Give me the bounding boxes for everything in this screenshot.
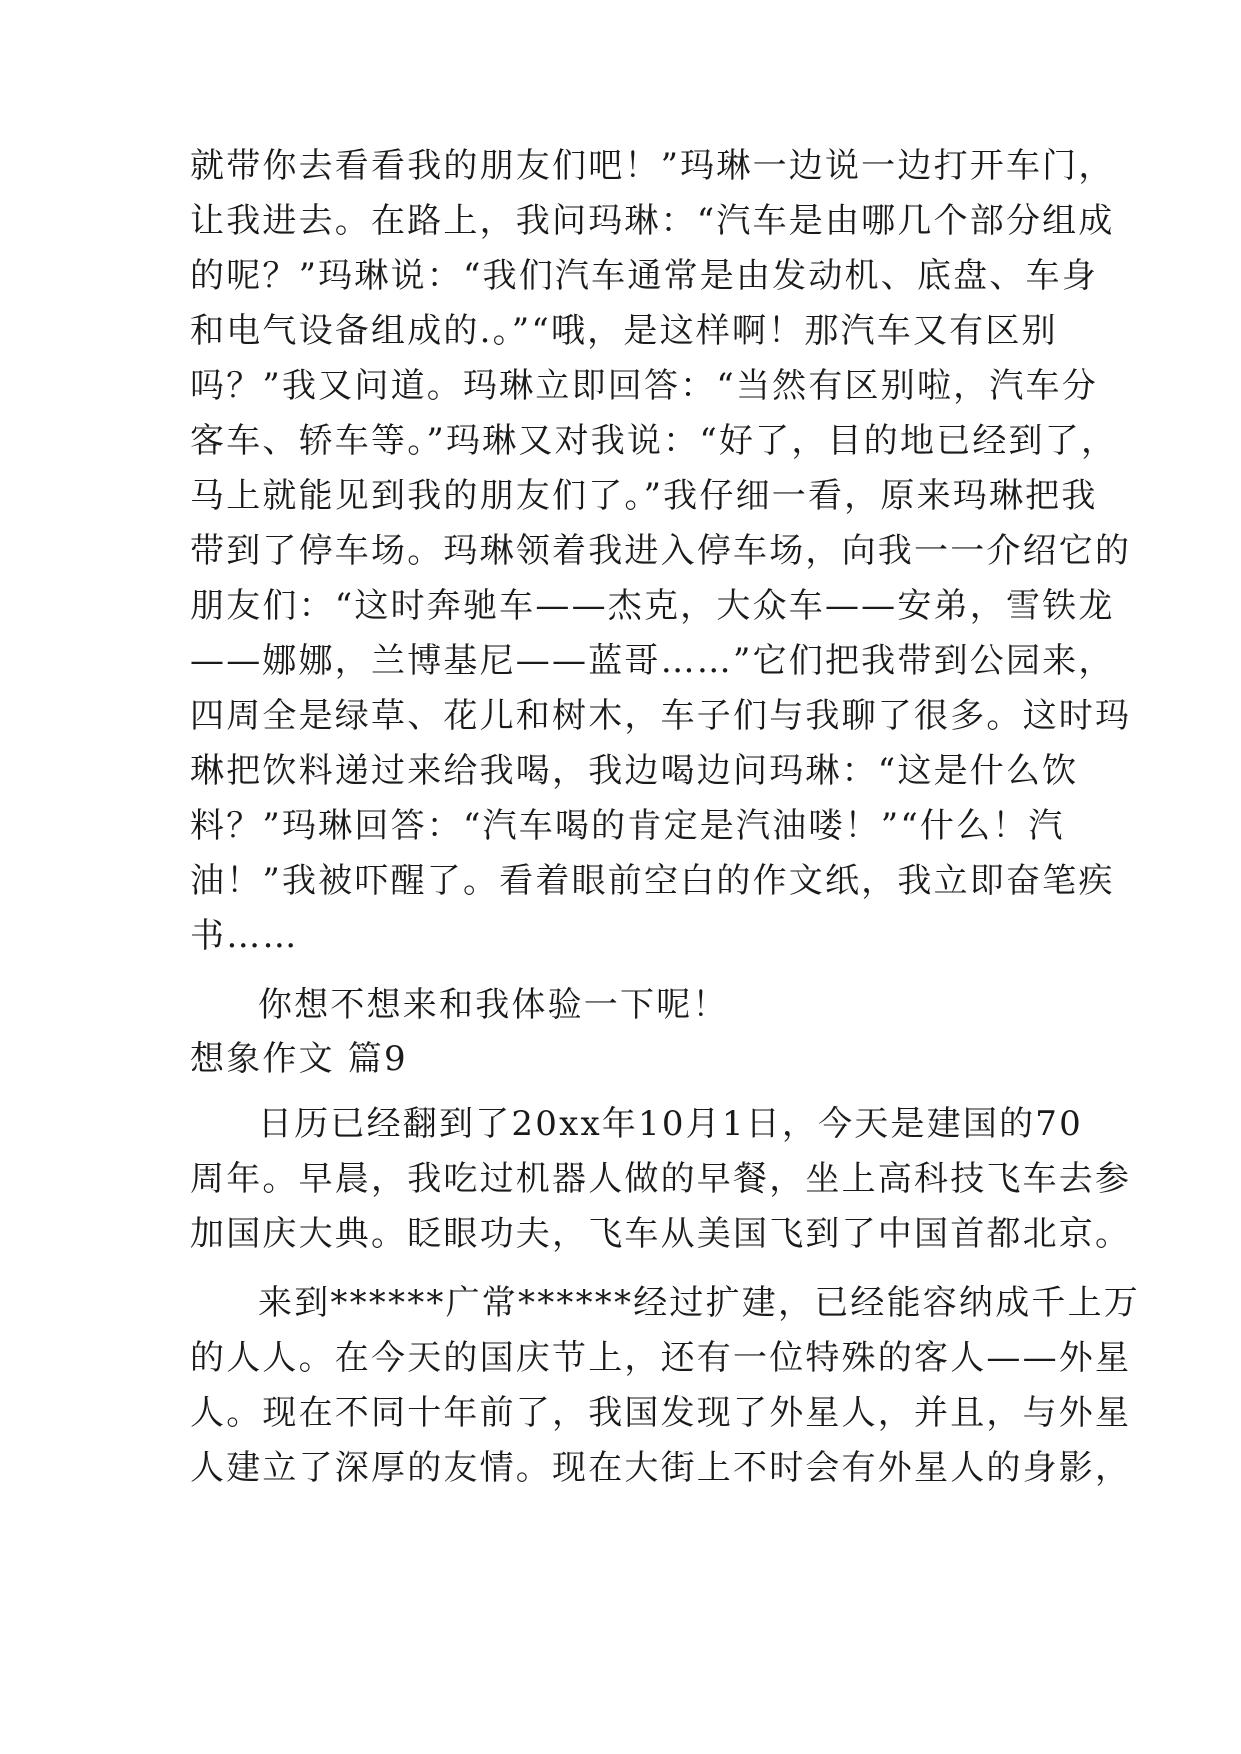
paragraph-1-line-3: 的呢？”玛琳说：“我们汽车通常是由发动机、底盘、车身: [190, 256, 1098, 296]
paragraph-4-line-4: 人建立了深厚的友情。现在大街上不时会有外星人的身影，: [190, 1448, 1132, 1488]
paragraph-1-line-12: 琳把饮料递过来给我喝，我边喝边问玛琳：“这是什么饮: [190, 751, 1079, 791]
paragraph-1-line-11: 四周全是绿草、花儿和树木，车子们与我聊了很多。这时玛: [190, 696, 1132, 736]
paragraph-1-line-2: 让我进去。在路上，我问玛琳：“汽车是由哪几个部分组成: [190, 201, 1115, 241]
paragraph-1-line-14: 油！”我被吓醒了。看着眼前空白的作文纸，我立即奋笔疾: [190, 861, 1115, 901]
paragraph-3-line-3: 加国庆大典。眨眼功夫，飞车从美国飞到了中国首都北京。: [190, 1214, 1132, 1254]
paragraph-4-line-2: 的人人。在今天的国庆节上，还有一位特殊的客人——外星: [190, 1338, 1132, 1378]
paragraph-4-line-3: 人。现在不同十年前了，我国发现了外星人，并且，与外星: [190, 1393, 1132, 1433]
paragraph-1-line-7: 马上就能见到我的朋友们了。”我仔细一看，原来玛琳把我: [190, 476, 1098, 516]
paragraph-1-line-13: 料？”玛琳回答：“汽车喝的肯定是汽油喽！”“什么！汽: [190, 806, 1065, 846]
paragraph-3-line-2: 周年。早晨，我吃过机器人做的早餐，坐上高科技飞车去参: [190, 1159, 1132, 1199]
paragraph-1-line-10: ——娜娜，兰博基尼——蓝哥……”它们把我带到公园来，: [190, 641, 1115, 681]
paragraph-1-line-5: 吗？”我又问道。玛琳立即回答：“当然有区别啦，汽车分: [190, 366, 1098, 406]
section-heading: 想象作文 篇9: [190, 1039, 408, 1079]
paragraph-1-line-15: 书……: [190, 916, 299, 956]
paragraph-3-line-1: 日历已经翻到了20xx年10月1日，今天是建国的70: [258, 1104, 1083, 1144]
paragraph-2: 你想不想来和我体验一下呢！: [258, 985, 729, 1025]
paragraph-1-line-6: 客车、轿车等。”玛琳又对我说：“好了，目的地已经到了，: [190, 421, 1118, 461]
paragraph-1-line-1: 就带你去看看我的朋友们吧！”玛琳一边说一边打开车门，: [190, 146, 1115, 186]
paragraph-1-line-9: 朋友们：“这时奔驰车——杰克，大众车——安弟，雪铁龙: [190, 586, 1115, 626]
paragraph-4-line-1: 来到******广常******经过扩建，已经能容纳成千上万: [258, 1283, 1140, 1323]
paragraph-1-line-4: 和电气设备组成的.。”“哦，是这样啊！那汽车又有区别: [190, 311, 1058, 351]
paragraph-1-line-8: 带到了停车场。玛琳领着我进入停车场，向我一一介绍它的: [190, 531, 1132, 571]
